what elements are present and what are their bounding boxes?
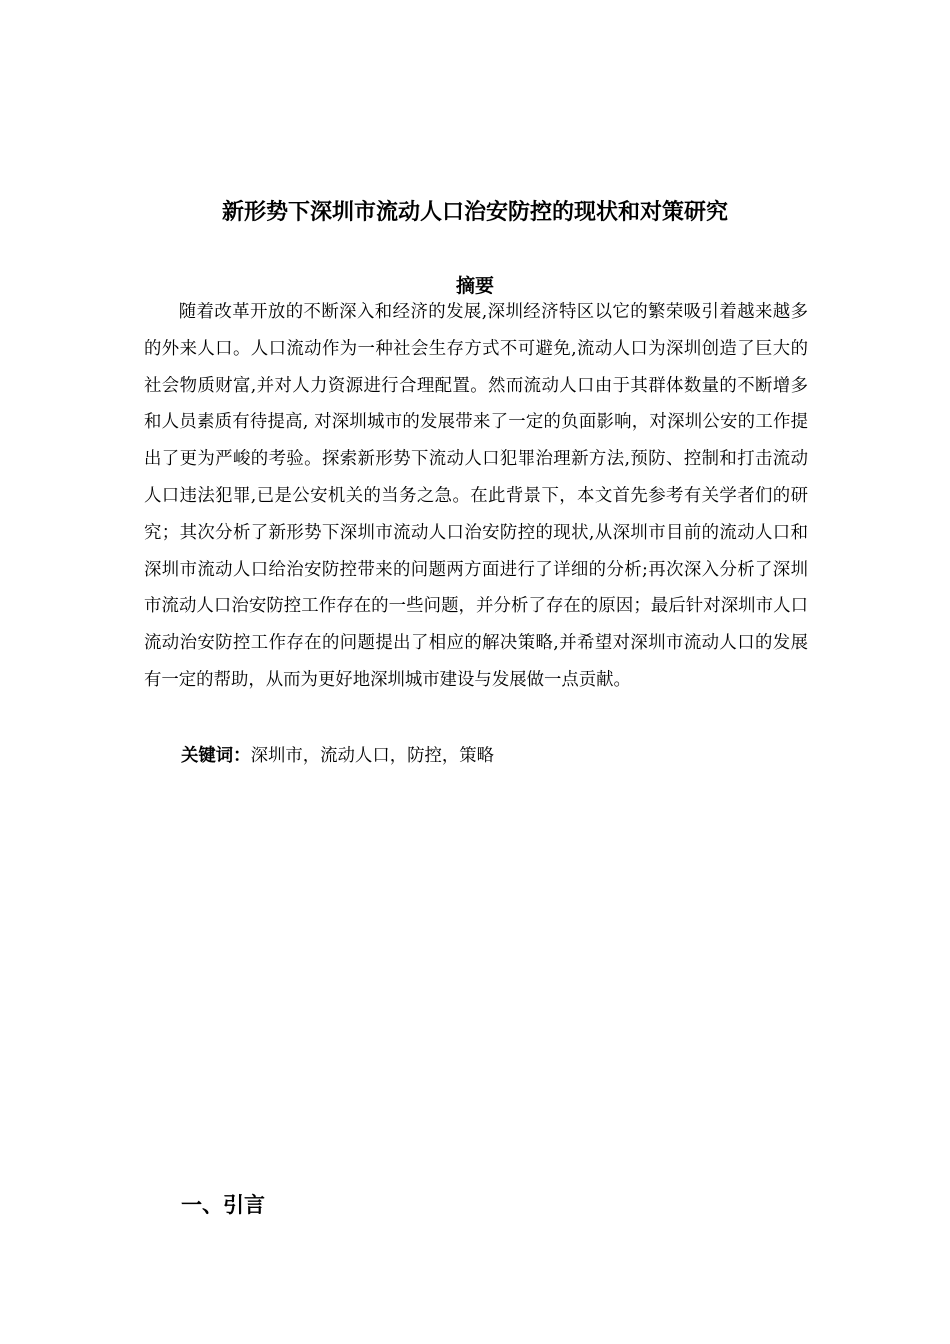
keywords-line	[181, 738, 801, 774]
abstract-body: 随着改革开放的不断深入和经济的发展,深圳经济特区以它的繁荣吸引着越来越多的外来人口。人口流动作为一种社会生存方式不可避免,流动人口为深圳创造了巨大的社会物质财富,并对人力资源进行合理配置。然而流动人口由于其群体数量的不断增多和人员素质有待提高, 对深圳城市的发展带来了一定的负面影响，对深圳公安的工作提出了更为严峻的考验。探索新形势下流动人口犯罪治理新方法,预防、控制和打击流动人口违法犯罪,已是公安机关的当务之急。在此背景下，本文首先参考有关学者们的研究；其次分析了新形势下深圳市流动人口治安防控的现状,从深圳市目前的流动人口和深圳市流动人口给治安防控带来的问题两方面进行了详细的分析;再次深入分析了深圳市流动人口治安防控工作存在的一些问题，并分析了存在的原因；最后针对深圳市人口流动治安防控工作存在的问题提出了相应的解决策略,并希望对深圳市流动人口的发展有一定的帮助，从而为更好地深圳城市建设与发展做一点贡献。	[144, 302, 808, 690]
abstract-heading: 摘要	[455, 275, 494, 297]
paper-title: 新形势下深圳市流动人口治安防控的现状和对策研究	[221, 200, 728, 225]
keywords-label: 关键词：	[181, 746, 251, 766]
keywords-value: 深圳市，流动人口，防控，策略	[250, 746, 495, 766]
section-heading-introduction: 一、引言	[181, 1193, 265, 1217]
